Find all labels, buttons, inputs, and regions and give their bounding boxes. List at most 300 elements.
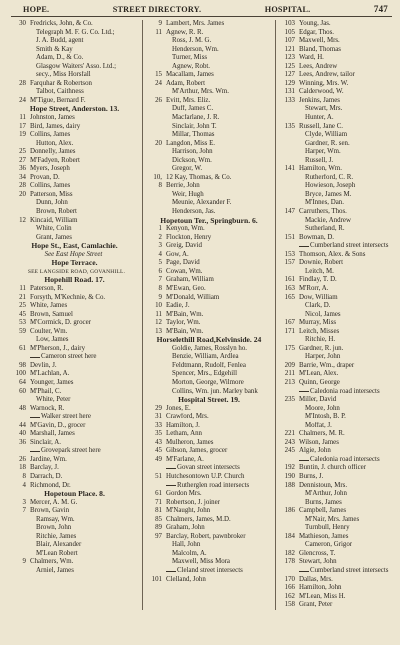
directory-entry bbox=[147, 114, 275, 123]
directory-entry bbox=[147, 191, 275, 200]
directory-entry bbox=[147, 46, 275, 55]
directory-entry bbox=[280, 447, 400, 456]
entry-text: Clyde, William bbox=[305, 131, 348, 139]
house-number: 163 bbox=[284, 284, 295, 292]
house-number: 211 bbox=[284, 370, 295, 378]
entry-text: Chalmers, James, M.D. bbox=[166, 515, 231, 523]
entry-text: Brown, John bbox=[36, 524, 72, 532]
house-number: 6 bbox=[158, 267, 162, 275]
house-number: 103 bbox=[284, 20, 295, 27]
entry-text: Hall, John bbox=[172, 541, 201, 549]
house-number: 25 bbox=[19, 148, 26, 156]
house-number: 151 bbox=[284, 233, 295, 241]
house-number: 157 bbox=[284, 259, 295, 267]
house-number bbox=[11, 140, 30, 149]
directory-entry bbox=[147, 447, 275, 456]
house-number: 28 bbox=[19, 79, 26, 87]
directory-entry bbox=[280, 294, 400, 303]
entry-text: Sutherland, R. bbox=[305, 225, 345, 233]
house-number: 36 bbox=[19, 165, 26, 173]
entry-text: Glencross, T. bbox=[299, 549, 336, 557]
entry-text: Kincaid, William bbox=[30, 216, 78, 224]
house-number: 107 bbox=[284, 37, 295, 45]
directory-entry bbox=[280, 251, 400, 260]
house-number bbox=[280, 302, 299, 311]
entry-text: Adam, D., & Co. bbox=[36, 54, 84, 62]
entry-text: Edgar, Thos. bbox=[299, 28, 335, 36]
house-number bbox=[11, 524, 30, 533]
entry-text: Collins, James bbox=[30, 131, 71, 139]
entry-text: Chalmers, Wm. bbox=[30, 558, 74, 566]
house-number: 8 bbox=[22, 472, 26, 480]
house-number bbox=[280, 131, 299, 140]
directory-entry bbox=[147, 524, 275, 533]
house-number: 123 bbox=[284, 54, 295, 62]
house-number bbox=[280, 217, 299, 226]
directory-entry bbox=[147, 157, 275, 166]
street-heading: Hope Terrace. bbox=[51, 259, 98, 268]
entry-text: Gardner, R. sen. bbox=[305, 139, 350, 147]
entry-text: M'Phail, C. bbox=[30, 387, 62, 395]
directory-entry bbox=[147, 353, 275, 362]
directory-entry bbox=[280, 37, 400, 46]
house-number: 35 bbox=[155, 430, 162, 438]
entry-text: M'Donald, William bbox=[166, 293, 220, 301]
entry-text: J. A. Budd, agent bbox=[36, 37, 84, 45]
directory-entry bbox=[147, 71, 275, 80]
directory-entry bbox=[280, 140, 400, 149]
directory-entry bbox=[147, 259, 275, 268]
directory-entry bbox=[11, 148, 142, 157]
house-number: 101 bbox=[151, 575, 162, 583]
entry-text: Donnelly, James bbox=[30, 148, 76, 156]
directory-entry bbox=[280, 430, 400, 439]
directory-entry bbox=[147, 242, 275, 251]
house-number bbox=[147, 370, 166, 379]
entry-text: Paterson, R. bbox=[30, 284, 64, 292]
header-left: HOPE. bbox=[23, 5, 50, 14]
entry-text: Warnock, R. bbox=[30, 404, 65, 412]
directory-entry bbox=[11, 311, 142, 320]
directory-entry bbox=[280, 174, 400, 183]
house-number: 64 bbox=[19, 378, 26, 386]
house-number: 36 bbox=[19, 438, 26, 446]
house-number: 10, bbox=[153, 173, 162, 181]
entry-text: Harrison, John bbox=[172, 148, 213, 156]
house-number: 21 bbox=[19, 293, 26, 301]
house-number: 170 bbox=[284, 575, 295, 583]
directory-entry bbox=[11, 456, 142, 465]
entry-text: Clelland, John bbox=[166, 575, 206, 583]
house-number bbox=[147, 482, 166, 491]
directory-entry bbox=[11, 46, 142, 55]
house-number bbox=[280, 499, 299, 508]
directory-entry bbox=[280, 328, 400, 337]
entry-text: Campbell, James bbox=[299, 507, 347, 515]
entry-text: Leitch, M. bbox=[305, 267, 334, 275]
directory-entry bbox=[11, 191, 142, 200]
house-number: 18 bbox=[19, 464, 26, 472]
house-number bbox=[147, 148, 166, 157]
house-number bbox=[11, 88, 30, 97]
intersection-line bbox=[147, 567, 275, 576]
house-number bbox=[11, 37, 30, 46]
house-number bbox=[11, 516, 30, 525]
house-number: 186 bbox=[284, 507, 295, 515]
entry-text: Darrach, D. bbox=[30, 472, 63, 480]
entry-text: Stewart, Mrs. bbox=[305, 105, 343, 113]
directory-entry bbox=[11, 388, 142, 397]
entry-text: Bland, Thomas bbox=[299, 45, 341, 53]
entry-text: Cumberland street intersects bbox=[310, 567, 389, 574]
directory-entry bbox=[147, 507, 275, 516]
directory-entry bbox=[280, 541, 400, 550]
house-number: 2 bbox=[158, 233, 162, 241]
directory-entry bbox=[11, 294, 142, 303]
entry-text: Telegraph M. F. G. Co. Ltd.; bbox=[36, 28, 115, 36]
entry-text: Goldie, James, Rosslyn ho. bbox=[172, 344, 248, 352]
entry-text: Howieson, Joseph bbox=[305, 182, 356, 190]
directory-entry bbox=[11, 54, 142, 63]
entry-text: Gow, A. bbox=[166, 250, 189, 258]
entry-text: M'Arthur, Mrs. Wm. bbox=[172, 88, 229, 96]
entry-text: Meunie, Alexander F. bbox=[172, 199, 232, 207]
directory-entry bbox=[280, 524, 400, 533]
entry-text: Russell, Jane C. bbox=[299, 122, 344, 130]
directory-entry bbox=[11, 567, 142, 576]
house-number: 8 bbox=[158, 182, 162, 190]
entry-text: Brown, Gavin bbox=[30, 507, 70, 515]
house-number: 158 bbox=[284, 601, 295, 609]
house-number bbox=[280, 148, 299, 157]
entry-text: Myers, Joseph bbox=[30, 165, 70, 173]
directory-entry bbox=[11, 208, 142, 217]
entry-text: Rutherford, C. R. bbox=[305, 173, 354, 181]
house-number: 121 bbox=[284, 45, 295, 53]
entry-text: Quinn, George bbox=[299, 378, 340, 386]
house-number bbox=[11, 413, 30, 422]
house-number: 12 bbox=[19, 216, 26, 224]
entry-text: Langdon, Miss E. bbox=[166, 139, 215, 147]
entry-text: Collins, James bbox=[30, 182, 71, 190]
entry-text: Ward, H. bbox=[299, 54, 324, 62]
directory-entry bbox=[11, 345, 142, 354]
house-number: 44 bbox=[19, 421, 26, 429]
house-number: 5 bbox=[158, 259, 162, 267]
house-number: 33 bbox=[155, 421, 162, 429]
entry-text: Stewart, John bbox=[299, 558, 337, 566]
house-number: 235 bbox=[284, 396, 295, 404]
directory-entry bbox=[147, 405, 275, 414]
entry-text: Arniel, James bbox=[36, 567, 74, 574]
house-number: 243 bbox=[284, 438, 295, 446]
entry-text: Lambert, Mrs. James bbox=[166, 20, 225, 27]
entry-text: M'Pherson, J., dairy bbox=[30, 344, 86, 352]
directory-entry bbox=[280, 516, 400, 525]
intersection-line bbox=[280, 242, 400, 251]
entry-text: Clark, D. bbox=[305, 302, 331, 310]
house-number: 17 bbox=[19, 122, 26, 130]
entry-text: Brown, Robert bbox=[36, 208, 77, 216]
entry-text: Carruthers, Thos. bbox=[299, 208, 347, 216]
house-number bbox=[280, 174, 299, 183]
house-number: 161 bbox=[284, 276, 295, 284]
entry-text: Dow, William bbox=[299, 293, 338, 301]
house-number bbox=[11, 353, 30, 362]
directory-entry bbox=[147, 182, 275, 191]
directory-entry bbox=[280, 370, 400, 379]
entry-text: White, Peter bbox=[36, 396, 71, 404]
directory-entry bbox=[11, 516, 142, 525]
entry-text: Ritchie, H. bbox=[305, 336, 336, 344]
entry-text: Sinclair, John T. bbox=[172, 122, 217, 130]
column-3 bbox=[276, 20, 400, 610]
directory-entry bbox=[280, 464, 400, 473]
directory-entry bbox=[11, 199, 142, 208]
directory-entry bbox=[280, 191, 400, 200]
directory-entry bbox=[11, 405, 142, 414]
directory-columns bbox=[11, 20, 392, 610]
entry-text: Harper, Wm. bbox=[305, 148, 341, 156]
directory-entry bbox=[147, 302, 275, 311]
house-number: 49 bbox=[155, 455, 162, 463]
entry-text: M'Lean Robert bbox=[36, 549, 78, 557]
entry-text: Duff, James C. bbox=[172, 105, 214, 113]
entry-text: Winning, Mrs. W. bbox=[299, 79, 349, 87]
directory-entry bbox=[280, 601, 400, 610]
directory-entry bbox=[147, 268, 275, 277]
entry-text: Cameron street here bbox=[41, 353, 97, 361]
house-number: 11 bbox=[155, 310, 162, 318]
house-number bbox=[147, 54, 166, 63]
directory-entry bbox=[147, 456, 275, 465]
entry-text: Richmond, Dr. bbox=[30, 481, 71, 489]
entry-text: Spencer, Mrs., Edgehill bbox=[172, 370, 237, 378]
directory-entry bbox=[280, 123, 400, 132]
entry-text: M'Bain, Wm. bbox=[166, 327, 204, 335]
entry-text: Sinclair, A. bbox=[30, 438, 61, 446]
house-number bbox=[11, 225, 30, 234]
entry-text: Blair, Alexander bbox=[36, 541, 82, 549]
entry-text: Hamilton, John bbox=[299, 584, 342, 592]
entry-text: Dunn, John bbox=[36, 199, 68, 207]
house-number bbox=[11, 71, 30, 80]
house-number: 61 bbox=[19, 344, 26, 352]
directory-entry bbox=[147, 20, 275, 29]
entry-text: Henderson, Jas. bbox=[172, 208, 216, 216]
directory-entry bbox=[280, 311, 400, 320]
directory-entry bbox=[280, 345, 400, 354]
directory-entry bbox=[147, 558, 275, 567]
directory-entry bbox=[11, 379, 142, 388]
house-number: 81 bbox=[155, 507, 162, 515]
entry-text: Eadie, J. bbox=[166, 302, 190, 310]
entry-text: Nicol, James bbox=[305, 310, 341, 318]
house-number: 7 bbox=[158, 276, 162, 284]
house-number bbox=[147, 558, 166, 567]
house-number bbox=[280, 311, 299, 320]
dash-rule bbox=[299, 460, 309, 461]
house-number bbox=[11, 29, 30, 38]
directory-entry bbox=[280, 148, 400, 157]
directory-entry bbox=[147, 430, 275, 439]
entry-text: Young, Jas. bbox=[299, 20, 331, 27]
dash-rule bbox=[30, 357, 40, 358]
house-number bbox=[11, 567, 30, 576]
directory-entry bbox=[280, 473, 400, 482]
directory-entry bbox=[147, 345, 275, 354]
house-number bbox=[280, 388, 299, 397]
house-number bbox=[280, 140, 299, 149]
directory-entry bbox=[147, 533, 275, 542]
entry-text: Cleland street intersects bbox=[177, 567, 243, 574]
house-number: 213 bbox=[284, 378, 295, 386]
house-number: 89 bbox=[155, 524, 162, 532]
entry-text: Cowan, Wm. bbox=[166, 267, 203, 275]
entry-text: Govan street intersects bbox=[177, 464, 240, 472]
house-number: 15 bbox=[155, 71, 162, 79]
house-number: 125 bbox=[284, 62, 295, 70]
directory-entry bbox=[147, 370, 275, 379]
house-number: 43 bbox=[155, 438, 162, 446]
entry-text: Maxwell, Miss Mora bbox=[172, 558, 230, 566]
house-number: 25 bbox=[19, 302, 26, 310]
entry-text: Weir, Hugh bbox=[172, 190, 204, 198]
house-number bbox=[147, 362, 166, 371]
entry-text: Feldtmann, Rudolf, Fenlea bbox=[172, 361, 246, 369]
directory-entry bbox=[11, 430, 142, 439]
house-number: 11 bbox=[19, 284, 26, 292]
directory-entry bbox=[280, 105, 400, 114]
house-number bbox=[147, 157, 166, 166]
directory-entry bbox=[147, 439, 275, 448]
directory-entry bbox=[11, 80, 142, 89]
directory-entry bbox=[11, 174, 142, 183]
directory-entry bbox=[280, 114, 400, 123]
house-number: 166 bbox=[284, 584, 295, 592]
house-number bbox=[147, 46, 166, 55]
house-number bbox=[11, 550, 30, 559]
directory-entry bbox=[280, 157, 400, 166]
house-number: 20 bbox=[19, 190, 26, 198]
house-number bbox=[280, 182, 299, 191]
directory-entry bbox=[280, 234, 400, 243]
house-number bbox=[147, 191, 166, 200]
house-number: 4 bbox=[158, 250, 162, 258]
street-heading: Hopetoun Place. 8. bbox=[44, 490, 105, 499]
house-number bbox=[11, 54, 30, 63]
house-number: 153 bbox=[284, 250, 295, 258]
house-number: 105 bbox=[284, 28, 295, 36]
directory-entry bbox=[147, 576, 275, 585]
entry-text: Burns, J. bbox=[299, 472, 324, 480]
entry-text: Evitt, Mrs. Eliz. bbox=[166, 96, 211, 104]
house-number bbox=[280, 157, 299, 166]
directory-entry bbox=[11, 422, 142, 431]
house-number bbox=[147, 199, 166, 208]
entry-text: Crawford, Mrs. bbox=[166, 413, 209, 421]
entry-text: Walker street here bbox=[41, 413, 91, 421]
entry-text: Dallas, Mrs. bbox=[299, 575, 333, 583]
entry-text: M'Intosh, B. P. bbox=[305, 413, 346, 421]
entry-text: White, James bbox=[30, 302, 68, 310]
cross-reference: SEE LANGSIDE ROAD, GOVANHILL. bbox=[27, 268, 126, 275]
house-number bbox=[147, 114, 166, 123]
entry-text: Graham, John bbox=[166, 524, 205, 532]
entry-text: Hutchesontown U.P. Church bbox=[166, 472, 245, 480]
directory-entry bbox=[147, 541, 275, 550]
directory-entry bbox=[280, 225, 400, 234]
house-number: 4 bbox=[22, 481, 26, 489]
directory-entry bbox=[147, 294, 275, 303]
header-right: HOSPITAL. bbox=[264, 5, 311, 14]
directory-entry bbox=[11, 131, 142, 140]
house-number bbox=[11, 46, 30, 55]
intersection-line bbox=[11, 353, 142, 362]
directory-entry bbox=[147, 97, 275, 106]
entry-text: Provan, D. bbox=[30, 173, 60, 181]
house-number: 9 bbox=[158, 20, 162, 27]
entry-text: Hamilton, Wm. bbox=[299, 165, 342, 173]
entry-text: Agnew, R. R. bbox=[166, 28, 204, 36]
entry-text: Caledonia road intersects bbox=[310, 455, 380, 463]
house-number: 51 bbox=[155, 472, 162, 480]
directory-entry bbox=[147, 123, 275, 132]
street-heading: Hope Street, Anderston. 13. bbox=[29, 105, 120, 114]
directory-entry bbox=[280, 490, 400, 499]
house-number bbox=[11, 336, 30, 345]
house-number bbox=[280, 191, 299, 200]
entry-text: M'Bain, Wm. bbox=[166, 310, 204, 318]
directory-entry bbox=[280, 131, 400, 140]
entry-text: Millar, Thomas bbox=[172, 131, 215, 139]
directory-entry bbox=[280, 54, 400, 63]
directory-entry bbox=[280, 276, 400, 285]
entry-text: Berrie, John bbox=[166, 182, 200, 190]
house-number: 184 bbox=[284, 532, 295, 540]
house-number: 34 bbox=[19, 173, 26, 181]
house-number: 10 bbox=[155, 302, 162, 310]
entry-text: Barclay, J. bbox=[30, 464, 59, 472]
house-number: 24 bbox=[19, 96, 26, 104]
entry-text: Harper, John bbox=[305, 353, 341, 361]
house-number: 20 bbox=[155, 139, 162, 147]
house-number: 3 bbox=[22, 498, 26, 506]
house-number bbox=[280, 413, 299, 422]
house-number bbox=[280, 114, 299, 123]
entry-text: Thomson, Alex. & Sons bbox=[299, 250, 366, 258]
directory-entry bbox=[11, 439, 142, 448]
entry-text: Findlay, T. D. bbox=[299, 276, 337, 284]
entry-text: Younger, James bbox=[30, 378, 74, 386]
house-number: 131 bbox=[284, 88, 295, 96]
house-number: 1 bbox=[158, 225, 162, 233]
house-number bbox=[280, 524, 299, 533]
house-number bbox=[147, 123, 166, 132]
directory-entry bbox=[11, 396, 142, 405]
entry-text: Bird, James, dairy bbox=[30, 122, 81, 130]
entry-text: Graham, William bbox=[166, 276, 214, 284]
entry-text: Moffat, J. bbox=[305, 421, 332, 429]
house-number: 129 bbox=[284, 79, 295, 87]
house-number: 29 bbox=[155, 404, 162, 412]
house-number bbox=[280, 242, 299, 251]
entry-text: Morton, George, Wilmore bbox=[172, 378, 244, 386]
house-number: 178 bbox=[284, 558, 295, 566]
entry-text: Burns, James bbox=[305, 498, 342, 506]
entry-text: M'Lean, Alex. bbox=[299, 370, 339, 378]
entry-text: Lees, Andrew, tailor bbox=[299, 71, 355, 79]
